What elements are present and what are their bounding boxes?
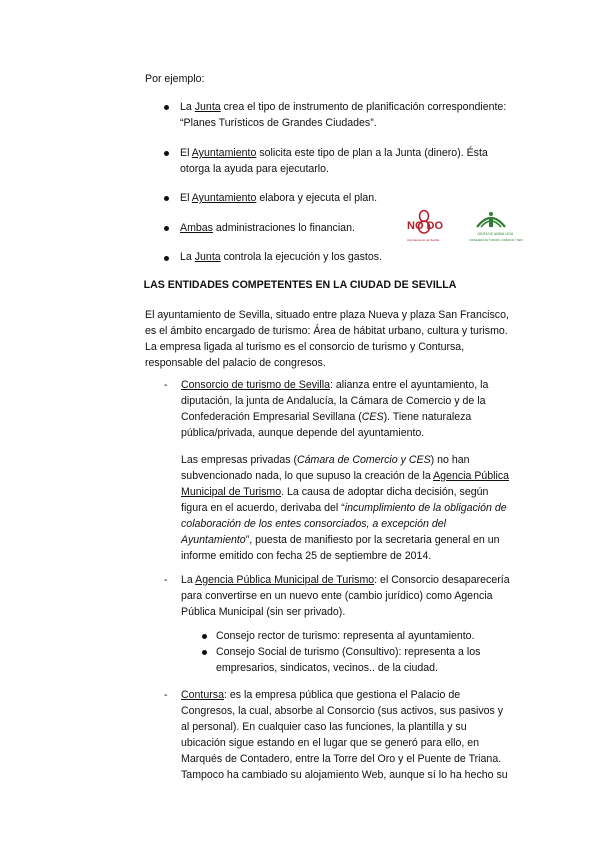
agencia-sub-item: Consejo rector de turismo: representa al ayuntamiento.	[216, 630, 475, 642]
bullet-icon	[164, 226, 169, 231]
contursa-line: al personal). En cualquier caso las funciones, la plantilla y su	[181, 721, 467, 733]
dash-marker: -	[164, 574, 168, 586]
intro-text: Por ejemplo:	[145, 73, 205, 85]
example-1: La Junta crea el tipo de instrumento de planificación correspondiente:	[180, 101, 507, 113]
privadas-line: subvencionado nada, lo que supuso la creación de la Agencia Pública	[181, 470, 510, 482]
svg-text:NO DO: NO DO	[407, 220, 444, 232]
para1-line: responsable del palacio de congresos.	[145, 357, 326, 369]
contursa-line: ubicación sigue estando en el lugar que se generó para ello, en	[181, 737, 480, 749]
bullet-icon	[164, 196, 169, 201]
contursa-line: Tampoco ha cambiado su alojamiento Web, aunque sí lo ha hecho su	[181, 769, 508, 781]
contursa-line: Contursa: es la empresa pública que gestiona el Palacio de	[181, 689, 461, 701]
bullet-icon	[164, 105, 169, 110]
svg-text:JUNTA DE ANDALUCIA: JUNTA DE ANDALUCIA	[477, 232, 514, 236]
agencia-sub-item-cont: empresarios, sindicatos, vecinos.. de la ciudad.	[216, 662, 438, 674]
agencia-line: La Agencia Pública Municipal de Turismo: el Consorcio desaparecería	[181, 574, 510, 586]
svg-text:CONSEJERÍA DE TURISMO, COMERCI: CONSEJERÍA DE TURISMO, COMERCIO Y DEPORTE	[469, 239, 523, 242]
example-5: La Junta controla la ejecución y los gastos.	[180, 251, 383, 263]
agencia-sub-item: Consejo Social de turismo (Consultivo): representa a los	[216, 646, 481, 658]
privadas-line: Municipal de Turismo. La causa de adoptar dicha decisión, según	[181, 486, 489, 498]
example-4: Ambas administraciones lo financian.	[180, 222, 355, 234]
example-1-cont: “Planes Turísticos de Grandes Ciudades”.	[180, 117, 377, 129]
consorcio-line: diputación, la junta de Andalucía, la Cámara de Comercio y de la	[181, 395, 486, 407]
svg-text:Ayuntamiento de Sevilla: Ayuntamiento de Sevilla	[407, 238, 440, 242]
nodo-logo-icon	[405, 205, 523, 251]
contursa-line: Congresos, la cual, absorbe al Consorcio (sus activos, sus pasivos y	[181, 705, 504, 717]
bullet-icon	[164, 151, 169, 156]
privadas-line: Ayuntamiento”, puesta de manifiesto por la secretaria general en un	[181, 534, 500, 546]
para1-line: La empresa ligada al turismo es el consorcio de turismo y Contursa,	[145, 341, 465, 353]
example-2: El Ayuntamiento solicita este tipo de plan a la Junta (dinero). Ésta	[180, 147, 488, 159]
consorcio-line: Confederación Empresarial Sevillana (CES). Tiene naturaleza	[181, 411, 472, 423]
dash-marker: -	[164, 689, 168, 701]
consorcio-line: Consorcio de turismo de Sevilla: alianza entre el ayuntamiento, la	[181, 379, 489, 391]
privadas-line: informe emitido con fecha 25 de septiembre de 2014.	[181, 550, 432, 562]
agencia-line: Pública Municipal (sin ser privado).	[181, 606, 346, 618]
privadas-line: figura en el acuerdo, derivaba del “incumplimiento de la obligación de	[181, 502, 507, 514]
example-2-cont: otorga la ayuda para ejecutarlo.	[180, 163, 330, 175]
para1-line: El ayuntamiento de Sevilla, situado entre plaza Nueva y plaza San Francisco,	[145, 309, 509, 321]
privadas-line: colaboración de los entes consorciados, a excepción del	[181, 518, 447, 530]
bullet-icon	[164, 256, 169, 261]
bullet-icon	[202, 650, 207, 655]
logos	[405, 205, 523, 251]
para1-line: es el ámbito encargado de turismo: Área de hábitat urbano, cultura y turismo.	[145, 325, 508, 337]
agencia-line: para convertirse en un nuevo ente (cambio jurídico) como Agencia	[181, 590, 493, 602]
privadas-line: Las empresas privadas (Cámara de Comercio y CES) no han	[181, 454, 470, 466]
section-heading: LAS ENTIDADES COMPETENTES EN LA CIUDAD DE SEVILLA	[143, 279, 457, 291]
dash-marker: -	[164, 379, 168, 391]
contursa-line: Marqués de Contadero, entre la Torre del Oro y el Puente de Triana.	[181, 753, 502, 765]
example-3: El Ayuntamiento elabora y ejecuta el plan.	[180, 192, 378, 204]
consorcio-line: pública/privada, aunque depende del ayuntamiento.	[181, 427, 425, 439]
bullet-icon	[202, 634, 207, 639]
